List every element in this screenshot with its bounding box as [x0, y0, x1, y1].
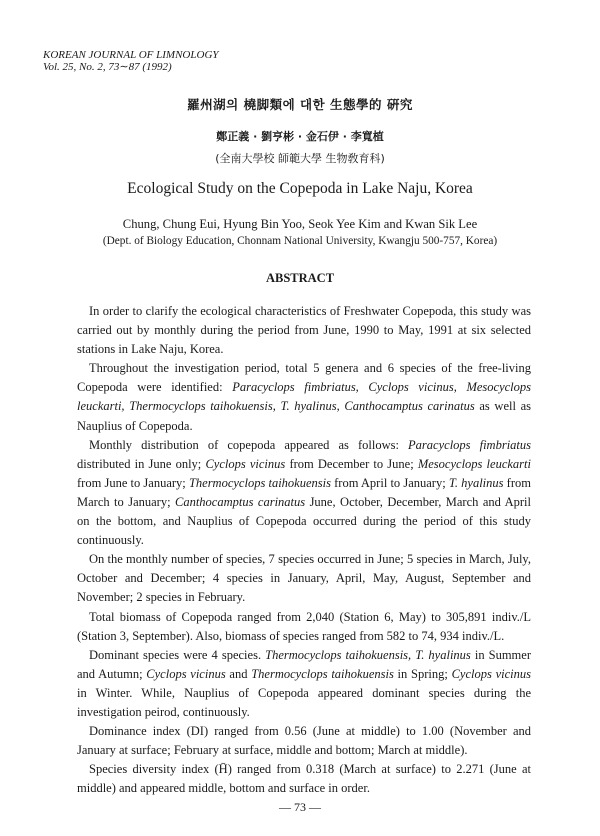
species-name: Thermocyclops taihokuensis: [251, 666, 394, 681]
species-name: Mesocyclops leuckarti: [417, 456, 531, 471]
paragraph-text: Total biomass of Copepoda ranged from 2,040 (Station 6, May) to 305,891 indiv./L (Station 3, September). Also, biomass of species ranged from 582 to 74, 934 indiv./L.: [77, 609, 531, 643]
english-affiliation: (Dept. of Biology Education, Chonnam National University, Kwangju 500-757, Korea): [102, 235, 498, 247]
abstract-heading: ABSTRACT: [265, 271, 335, 285]
paragraph-text: June, October, December, March and April on the bottom, and Nauplius of Copepoda occurred during the period of this study continuously.: [77, 494, 531, 548]
species-name: Canthocamptus carinatus: [175, 494, 306, 509]
paragraph-text: Throughout the investigation period, total 5 genera and 6 species of the free-living Copepoda were identified:: [77, 361, 531, 395]
species-names: Paracyclops fimbriatus, Cyclops vicinus, Mesocyclops leuckarti, Thermocyclops taihokuensis, T. hyalinus, Canthocamptus carinatus: [77, 380, 531, 414]
abstract-paragraph: [77, 646, 531, 722]
paragraph-text: as well as Nauplius of Copepoda.: [77, 399, 531, 433]
paragraph-text: in Spring;: [393, 666, 452, 681]
paragraph-text: in Summer and Autumn;: [77, 647, 531, 681]
paragraph-text: distributed in June only;: [77, 456, 206, 471]
korean-authors: 鄭正義 · 劉亨彬 · 金石伊 · 李寬植: [216, 130, 384, 143]
species-names: Thermocyclops taihokuensis, T. hyalinus: [265, 647, 471, 662]
korean-affiliation: (全南大學校 師範大學 生物敎育科): [215, 152, 385, 165]
species-name: Cyclops vicinus: [451, 666, 531, 681]
abstract-paragraph: [77, 722, 531, 760]
paragraph-text: Species diversity index (H̄) ranged from 0.318 (March at surface) to 2.271 (June at middle) and appeared middle, bottom and surface in order.: [77, 762, 531, 796]
abstract-body: [77, 302, 531, 798]
species-name: Paracyclops fimbriatus: [408, 437, 532, 452]
paragraph-text: in Winter. While, Nauplius of Copepoda appeared dominant species during the investigation peirod, continuously.: [77, 685, 531, 719]
abstract-paragraph: [77, 302, 531, 359]
abstract-paragraph: [77, 359, 531, 435]
english-authors: Chung, Chung Eui, Hyung Bin Yoo, Seok Yee Kim and Kwan Sik Lee: [122, 217, 478, 231]
paragraph-text: Dominant species were 4 species.: [89, 647, 266, 662]
species-name: Cyclops vicinus: [146, 666, 226, 681]
abstract-paragraph: [77, 760, 531, 798]
abstract-paragraph: [77, 550, 531, 607]
korean-title: 羅州湖의 橈脚類에 대한 生態學的 硏究: [187, 97, 413, 112]
paragraph-text: Dominance index (DI) ranged from 0.56 (June at middle) to 1.00 (November and January at surface; February at surface, middle and bottom; March at middle).: [77, 724, 531, 758]
abstract-paragraph: [77, 608, 531, 646]
paragraph-text: from March to January;: [77, 475, 531, 509]
species-name: T. hyalinus: [448, 475, 504, 490]
abstract-paragraph: [77, 436, 531, 551]
paragraph-text: from April to January;: [330, 475, 449, 490]
page-number: — 73 —: [279, 800, 321, 814]
paragraph-text: In order to clarify the ecological characteristics of Freshwater Copepoda, this study was carried out by monthly during the period from June, 1990 to May, 1991 at six selected stations in Lake Naju, Korea.: [77, 304, 531, 357]
species-name: Thermocyclops taihokuensis: [188, 475, 331, 490]
species-name: Cyclops vicinus: [205, 456, 286, 471]
paragraph-text: On the monthly number of species, 7 species occurred in June; 5 species in March, July, October and December; 4 species in January, April, May, August, September and November; 2 species in February.: [77, 552, 531, 605]
paragraph-text: and: [225, 666, 252, 681]
journal-volume: Vol. 25, No. 2, 73∼87 (1992): [43, 61, 172, 73]
journal-name: KOREAN JOURNAL OF LIMNOLOGY: [43, 49, 219, 61]
journal-header: [43, 49, 219, 73]
paragraph-text: Monthly distribution of copepoda appeared as follows:: [89, 437, 409, 452]
english-title: Ecological Study on the Copepoda in Lake Naju, Korea: [127, 180, 473, 197]
paragraph-text: from December to June;: [285, 456, 418, 471]
paragraph-text: from June to January;: [77, 475, 189, 490]
